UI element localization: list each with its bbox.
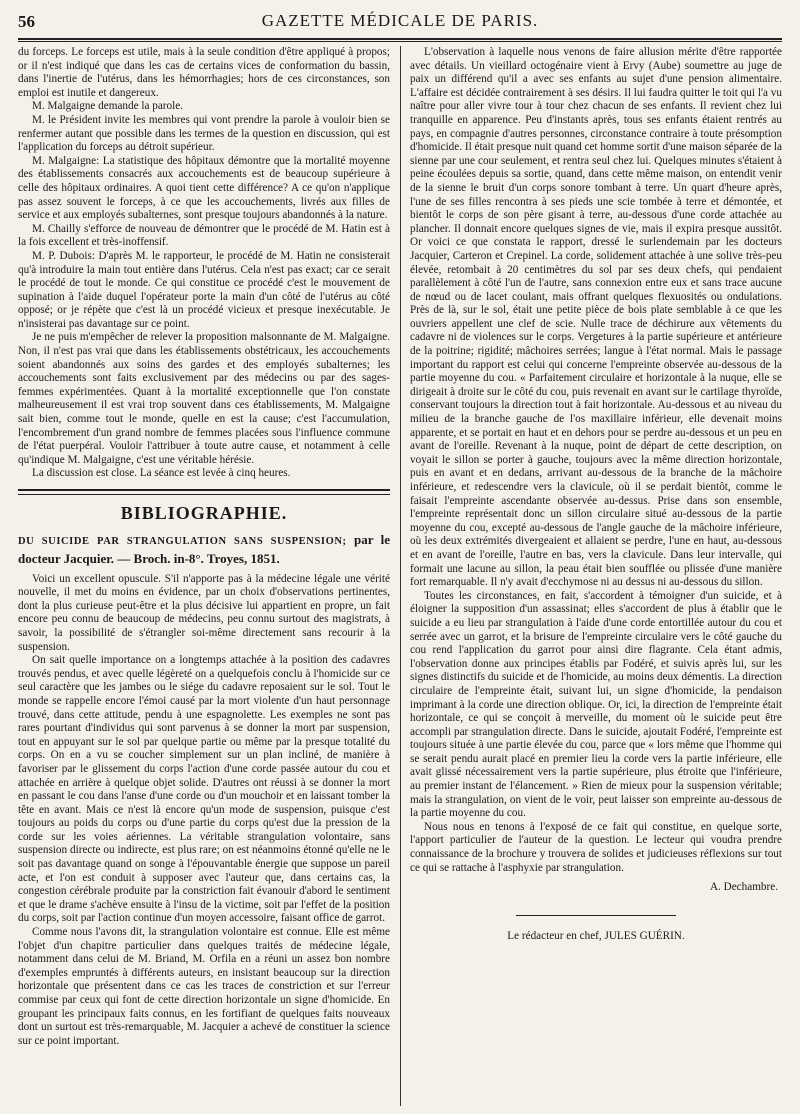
paragraph: M. Chailly s'efforce de nouveau de démontrer que le procédé de M. Hatin est à la fois excellent et très-inoffensif. [18, 222, 390, 249]
paragraph: La discussion est close. La séance est levée à cinq heures. [32, 467, 291, 480]
paragraph: M. le Président invite les membres qui vont prendre la parole à vouloir bien se renfermer autant que possible dans les termes de la question en discussion, qui est l'application du forceps au détroit supérieur. [18, 113, 390, 154]
paragraph: Comme nous l'avons dit, la strangulation volontaire est connue. Elle est même l'objet d'un chapitre particulier dans quelques traités de médecine légale, notamment dans celui de M. Briand, M. Orfila en a réuni un assez bon nombre d'exemples empruntés à différents auteurs, en insistant beaucoup sur la direction horizontale que présentent dans ce cas les traces de constriction et sur l'erreur commise par ceux qui font de cette direction horizontale un signe d'homicide. En groupant les principaux faits connus, en les fortifiant de quelques faits nouveaux dont un surtout est très-remarquable, M. Jacquier a achevé de constituer la science sur ce point important. [18, 926, 390, 1047]
paragraph: M. Malgaigne: La statistique des hôpitaux démontre que la mortalité moyenne des établissements consacrés aux accouchements est de beaucoup supérieure à celle des hôpitaux ordinaires. A quoi tient cette différence? A ce qu'on n'applique pas assez souvent le forceps, à ce que les accouchements, livrés aux filles de service et aux employés subalternes, sont presque toujours abandonnés à la nature. [18, 154, 390, 222]
paragraph: du forceps. Le forceps est utile, mais à la seule condition d'être appliqué à propos; or il n'est indiqué que dans les cas de certains vices de conformation du bassin, dans l'inertie de l'utérus, dans les hémorrhagies; hors de ces circonstances, son emploi est inutile et dangereux. [18, 46, 390, 99]
paragraph: M. Malgaigne demande la parole. [32, 100, 183, 113]
bibliography-heading: BIBLIOGRAPHIE. [120, 503, 288, 523]
paragraph: L'observation à laquelle nous venons de faire allusion mérite d'être rapportée avec détails. Un vieillard octogénaire vient à Ervy (Aube) soumettre au juge de paix un différend qu'il a avec ses enfants au sujet d'une pension alimentaire. L'affaire est décidée contrairement à ses désirs. Il lui faudra quitter le toit qui l'a vu naître pour aller vivre tour à tour chez chacun de ses enfants. Il revient chez lui tranquille en apparence. Peu d'instants après, tous ses enfants étaient rentrés au pays, en compagnie d'autres personnes, circonstance contraire à toute présomption d'homicide. Il était presque nuit quand cet homme sortit d'une maison séparée de la sienne par une cour seulement, et rentra seul chez lui. Quelques minutes s'étaient à peine écoulées depuis sa sortie, quand, dans cette même maison, on entendit venir de la sienne le bruit d'un corps sonore tombant à terre. Un quart d'heure après, l'une de ses filles rencontra à ses pieds une scie tombée à terre et démontée, et bientôt le corps de son père gisant à terre, au-dessous d'une corde attachée au plancher. Il donnait encore quelques signes de vie, mais il expira presque aussitôt. Or voici ce que constata le rapport, dressé le surlendemain par les docteurs Jacquier, Carteron et Crepinel. La corde, solidement attachée à une solive très-peu élevée, retombait à 20 centimètres du sol par ses deux chefs, qui pendaient parallèlement à côté l'un de l'autre, sans connexion entre eux et sans trace aucune de nœud ou de lacet coulant, mais offrant quelques flexuosités ou ondulations. Près de là, sur le sol, était une petite pièce de bois plate semblable à ce que les ouvriers appellent une clef de scie. Nulle trace de déchirure aux vêtements du cadavre ni de violences sur le corps. Vergetures à la partie supérieure et antérieure de la poitrine; rigidité; mâchoires serrées; langue à l'état normal. Mais le passage important du rapport est celui qui concerne l'empreinte observée au-dessous de la partie moyenne du cou. « Parfaitement circulaire et horizontale à la nuque, elle se dirigeait à droite sur le côté du cou, puis revenait en avant sur le cartilage thyroïde, conservant toujours la direction tout à fait horizontale. Au-dessous et au niveau du milieu de la branche gauche de l'os maxillaire inférieur, elle devenait moins apparente, et se portait en haut et en dehors pour se perdre au-dessous et un peu en avant de l'oreille. Revenant à la nuque, point de départ de cette description, on voyait le sillon se porter à gauche, toujours avec la même direction horizontale, puis en avant et en dedans, arrivant au-dessous de la branche de la mâchoire inférieure, et redescendre vers la clavicule, où il se perdait bientôt, comme le faisait l'empreinte ascendante observée au-dessus. Prise dans son ensemble, l'empreinte représentait donc un sillon circulaire situé au-dessous de la partie moyenne du cou, excepté au-dessous de l'angle gauche de la mâchoire inférieure, où les deux extrémités divergeaient et allaient se perdre, l'une en haut, au-dessous et en avant de l'oreille, l'autre en bas, vers la clavicule. Dans leur intervalle, qui formait une lacune au sillon, la peau était bien soufflée ou plissée d'une manière fort remarquable. Il n'y avait d'ecchymose ni au dessus ni au-dessous du sillon. [410, 46, 782, 589]
bibliography-reference [18, 531, 390, 567]
paragraph: Voici un excellent opuscule. S'il n'apporte pas à la médecine légale une vérité nouvelle, il met du moins en évidence, par un choix d'observations pertinentes, dont la plus curieuse peut-être et la plus décisive lui appartient en propre, un fait encore peu connu de beaucoup de médecins, peu connu surtout des magistrats, à savoir, la possibilité de s'étrangler soi-même directement sans recourir à la suspension. [18, 572, 390, 653]
paragraph: Je ne puis m'empêcher de relever la proposition malsonnante de M. Malgaigne. Non, il n'est pas vrai que dans les établissements obstétricaux, les accouchements soient abandonnés aux soins des gardes et des employés subalternes; les accouchements sont faits exclusivement par des médecins ou par des sages-femmes expérimentées. Quant à la mortalité exceptionnelle que l'on constate malheureusement il est vrai trop souvent dans ces établissements, M. Malgaigne sait bien, comme tout le monde, quelle en est la cause; c'est l'accumulation, l'encombrement d'un grand nombre de femmes placées sous l'influence commune de l'état puerpéral. Vouloir l'attribuer à toute autre cause, et notamment à celle qu'indique M. Malgaigne, c'est une véritable hérésie. [18, 331, 390, 466]
signature-rule [516, 915, 676, 916]
column-divider [400, 46, 401, 1106]
section-rule-thin [18, 494, 390, 495]
left-column [18, 46, 390, 1106]
paragraph: Nous nous en tenons à l'exposé de ce fait qui constitue, en quelque sorte, l'apport particulier de l'auteur de la question. Le lecteur qui voudra prendre connaissance de la brochure y trouvera de solides et judicieuses réflexions sur tout ce qui se rattache à l'asphyxie par strangulation. [410, 820, 782, 874]
reference-title: DU SUICIDE PAR STRANGULATION SANS SUSPENSION; [18, 535, 347, 547]
page-header [18, 10, 782, 34]
header-rule [18, 38, 782, 40]
page-number: 56 [18, 12, 35, 31]
right-column [410, 46, 782, 1106]
paragraph: Toutes les circonstances, en fait, s'accordent à témoigner d'un suicide, et à éloigner la supposition d'un assassinat; elles s'accordent de plus à établir que le suicide a eu lieu par strangulation à l'aide d'une corde entortillée autour du cou et serrée avec un garrot, et la brisure de l'empreinte circulaire vers le côté gauche du cou rend l'application du garrot pour ainsi dire flagrante. Cela étant admis, l'observation donne aux principes établis par Fodéré, et suivis après lui, sur les signes distinctifs du suicide et de l'homicide, au moins deux démentis. La direction circulaire de l'empreinte était, suivant lui, un signe d'homicide, la pendaison imprimant à la corde une direction oblique. Or, ici, la direction de l'empreinte était horizontale, ce qui se conçoit à merveille, du moment où le suicide peut être accompli par strangulation directe. Dans le suicide, ajoutait Fodéré, l'empreinte est toujours située à une partie élevée du cou, parce que « lors même que l'homme qui se serait pendu aurait placé en premier lieu la corde vers la partie inférieure, elle avait glissé nécessairement vers la partie supérieure, plus étroite que l'inférieure, au premier instant de l'élancement. » Rien de mieux pour la suspension véritable; mais la strangulation, on vient de le voir, peut laisser son empreinte au-dessous de la partie moyenne du cou. [410, 589, 782, 820]
reference-details: par le docteur Jacquier. — Broch. in-8°. Troyes, 1851. [18, 531, 390, 566]
editor-credit: Le rédacteur en chef, JULES GUÉRIN. [507, 929, 685, 942]
section-rule [18, 489, 390, 491]
header-rule-thin [18, 41, 782, 42]
gazette-title: GAZETTE MÉDICALE DE PARIS. [261, 11, 539, 30]
author-signature: A. Dechambre. [709, 881, 778, 894]
paragraph: M. P. Dubois: D'après M. le rapporteur, le procédé de M. Hatin ne consisterait qu'à introduire la main tout entière dans l'utérus. Cela n'est pas exact; car ce serait le procédé de tout le monde. Ce qui constitue ce procédé c'est le mouvement de supination à l'aide duquel l'opérateur porte la main d'un côté de l'utérus au côté opposé; or je répète que c'est là un procédé vicieux et presque inexécutable. Je n'insisterai pas davantage sur ce point. [18, 249, 390, 330]
paragraph: On sait quelle importance on a longtemps attachée à la position des cadavres trouvés pendus, et avec quelle légèreté on a quelquefois conclu à l'homicide sur ce seul caractère que les jambes ou le siége du cadavre reposaient sur le sol. Tout le monde se rappelle encore l'émoi causé par la mort violente d'un haut personnage trouvé, dans cette attitude, pendu à une espagnolette. Les exemples ne sont pas rares pourtant d'individus qui sont parvenus à se donner la mort par suspension, tout en appuyant sur le sol par quelque partie ou même par la presque totalité du corps. On en a vu se coucher simplement sur un plan incliné, de manière à favoriser par le glissement du corps l'action d'une corde passée autour du cou et attachée en arrière à quelque objet solide. D'autres ont réussi à se donner la mort en passant le cou dans l'anse d'une corde ou d'un mouchoir et en laissant tomber la tête en avant. Mais ce n'est là encore qu'un mode de suspension, puisque c'est toujours au poids du corps ou d'une partie du corps qu'est due la pression de la corde sur les voies aériennes. La véritable strangulation volontaire, sans suspension directe ou indirecte, est plus rare; on est néanmoins étonné qu'elle ne le soit pas davantage quand on songe à l'épouvantable énergie que suppose un pareil acte, et l'on est conduit à supposer avec l'auteur que, dans certains cas, la congestion cérébrale produite par la constriction fait évanouir d'abord le sentiment et que le drame s'achève ensuite à l'insu de la victime, soit par l'effet de la position du corps, soit par l'action continue d'un moyen accessoire, faisant office de garrot. [18, 654, 390, 925]
